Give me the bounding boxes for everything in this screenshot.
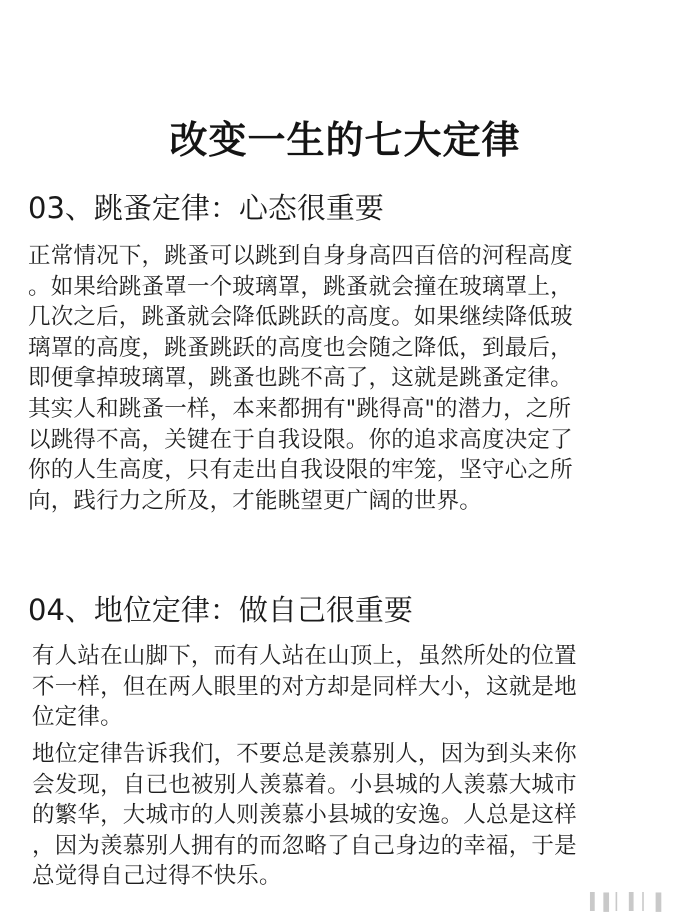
text-line: 地位定律告诉我们，不要总是羡慕别人，因为到头来你 [32,741,577,767]
text-line: 。如果给跳蚤罩一个玻璃罩，跳蚤就会撞在玻璃罩上， [28,273,573,300]
text-line: 向，践行力之所及，才能眺望更广阔的世界。 [28,487,483,514]
text-line: 以跳得不高，关键在于自我设限。你的追求高度决定了 [28,426,573,453]
text-line: 不一样，但在两人眼里的对方却是同样大小，这就是地 [32,673,577,700]
text-line: 璃罩的高度，跳蚤跳跃的高度也会随之降低，到最后， [28,334,573,361]
text-line: 其实人和跳蚤一样，本来都拥有"跳得高"的潜力，之所 [28,395,572,422]
text-line: 位定律。 [32,704,123,731]
text-line: 的繁华，大城市的人则羡慕小县城的安逸。人总是这样 [32,802,577,829]
text-line: 有人站在山脚下，而有人站在山顶上，虽然所处的位置 [32,643,577,669]
text-line: 你的人生高度，只有走出自我设限的牢笼，坚守心之所 [28,457,573,484]
article-title: 改变一生的七大定律 [169,118,521,162]
section-04-paragraph-2 [32,739,682,892]
text-line: 即便拿掉玻璃罩，跳蚤也跳不高了，这就是跳蚤定律。 [28,365,573,392]
section-heading-04: 04、地位定律：做自己很重要 [28,593,413,627]
text-line: ，因为羡慕别人拥有的而忽略了自己身边的幸福，于是 [32,832,577,859]
text-line: 会发现，自已也被别人羡慕着。小县城的人羡慕大城市 [32,771,577,798]
watermark-logo: ▍▌▏▍▏▌ [590,894,668,911]
text-line: 几次之后，跳蚤就会降低跳跃的高度。如果继续降低玻 [28,304,573,331]
section-03-paragraph [28,241,678,516]
section-heading-03: 03、跳蚤定律：心态很重要 [28,191,384,225]
section-04-paragraph-1 [32,641,682,733]
text-line: 正常情况下，跳蚤可以跳到自身身高四百倍的河程高度 [28,243,573,269]
text-line: 总觉得自己过得不快乐。 [32,863,282,890]
